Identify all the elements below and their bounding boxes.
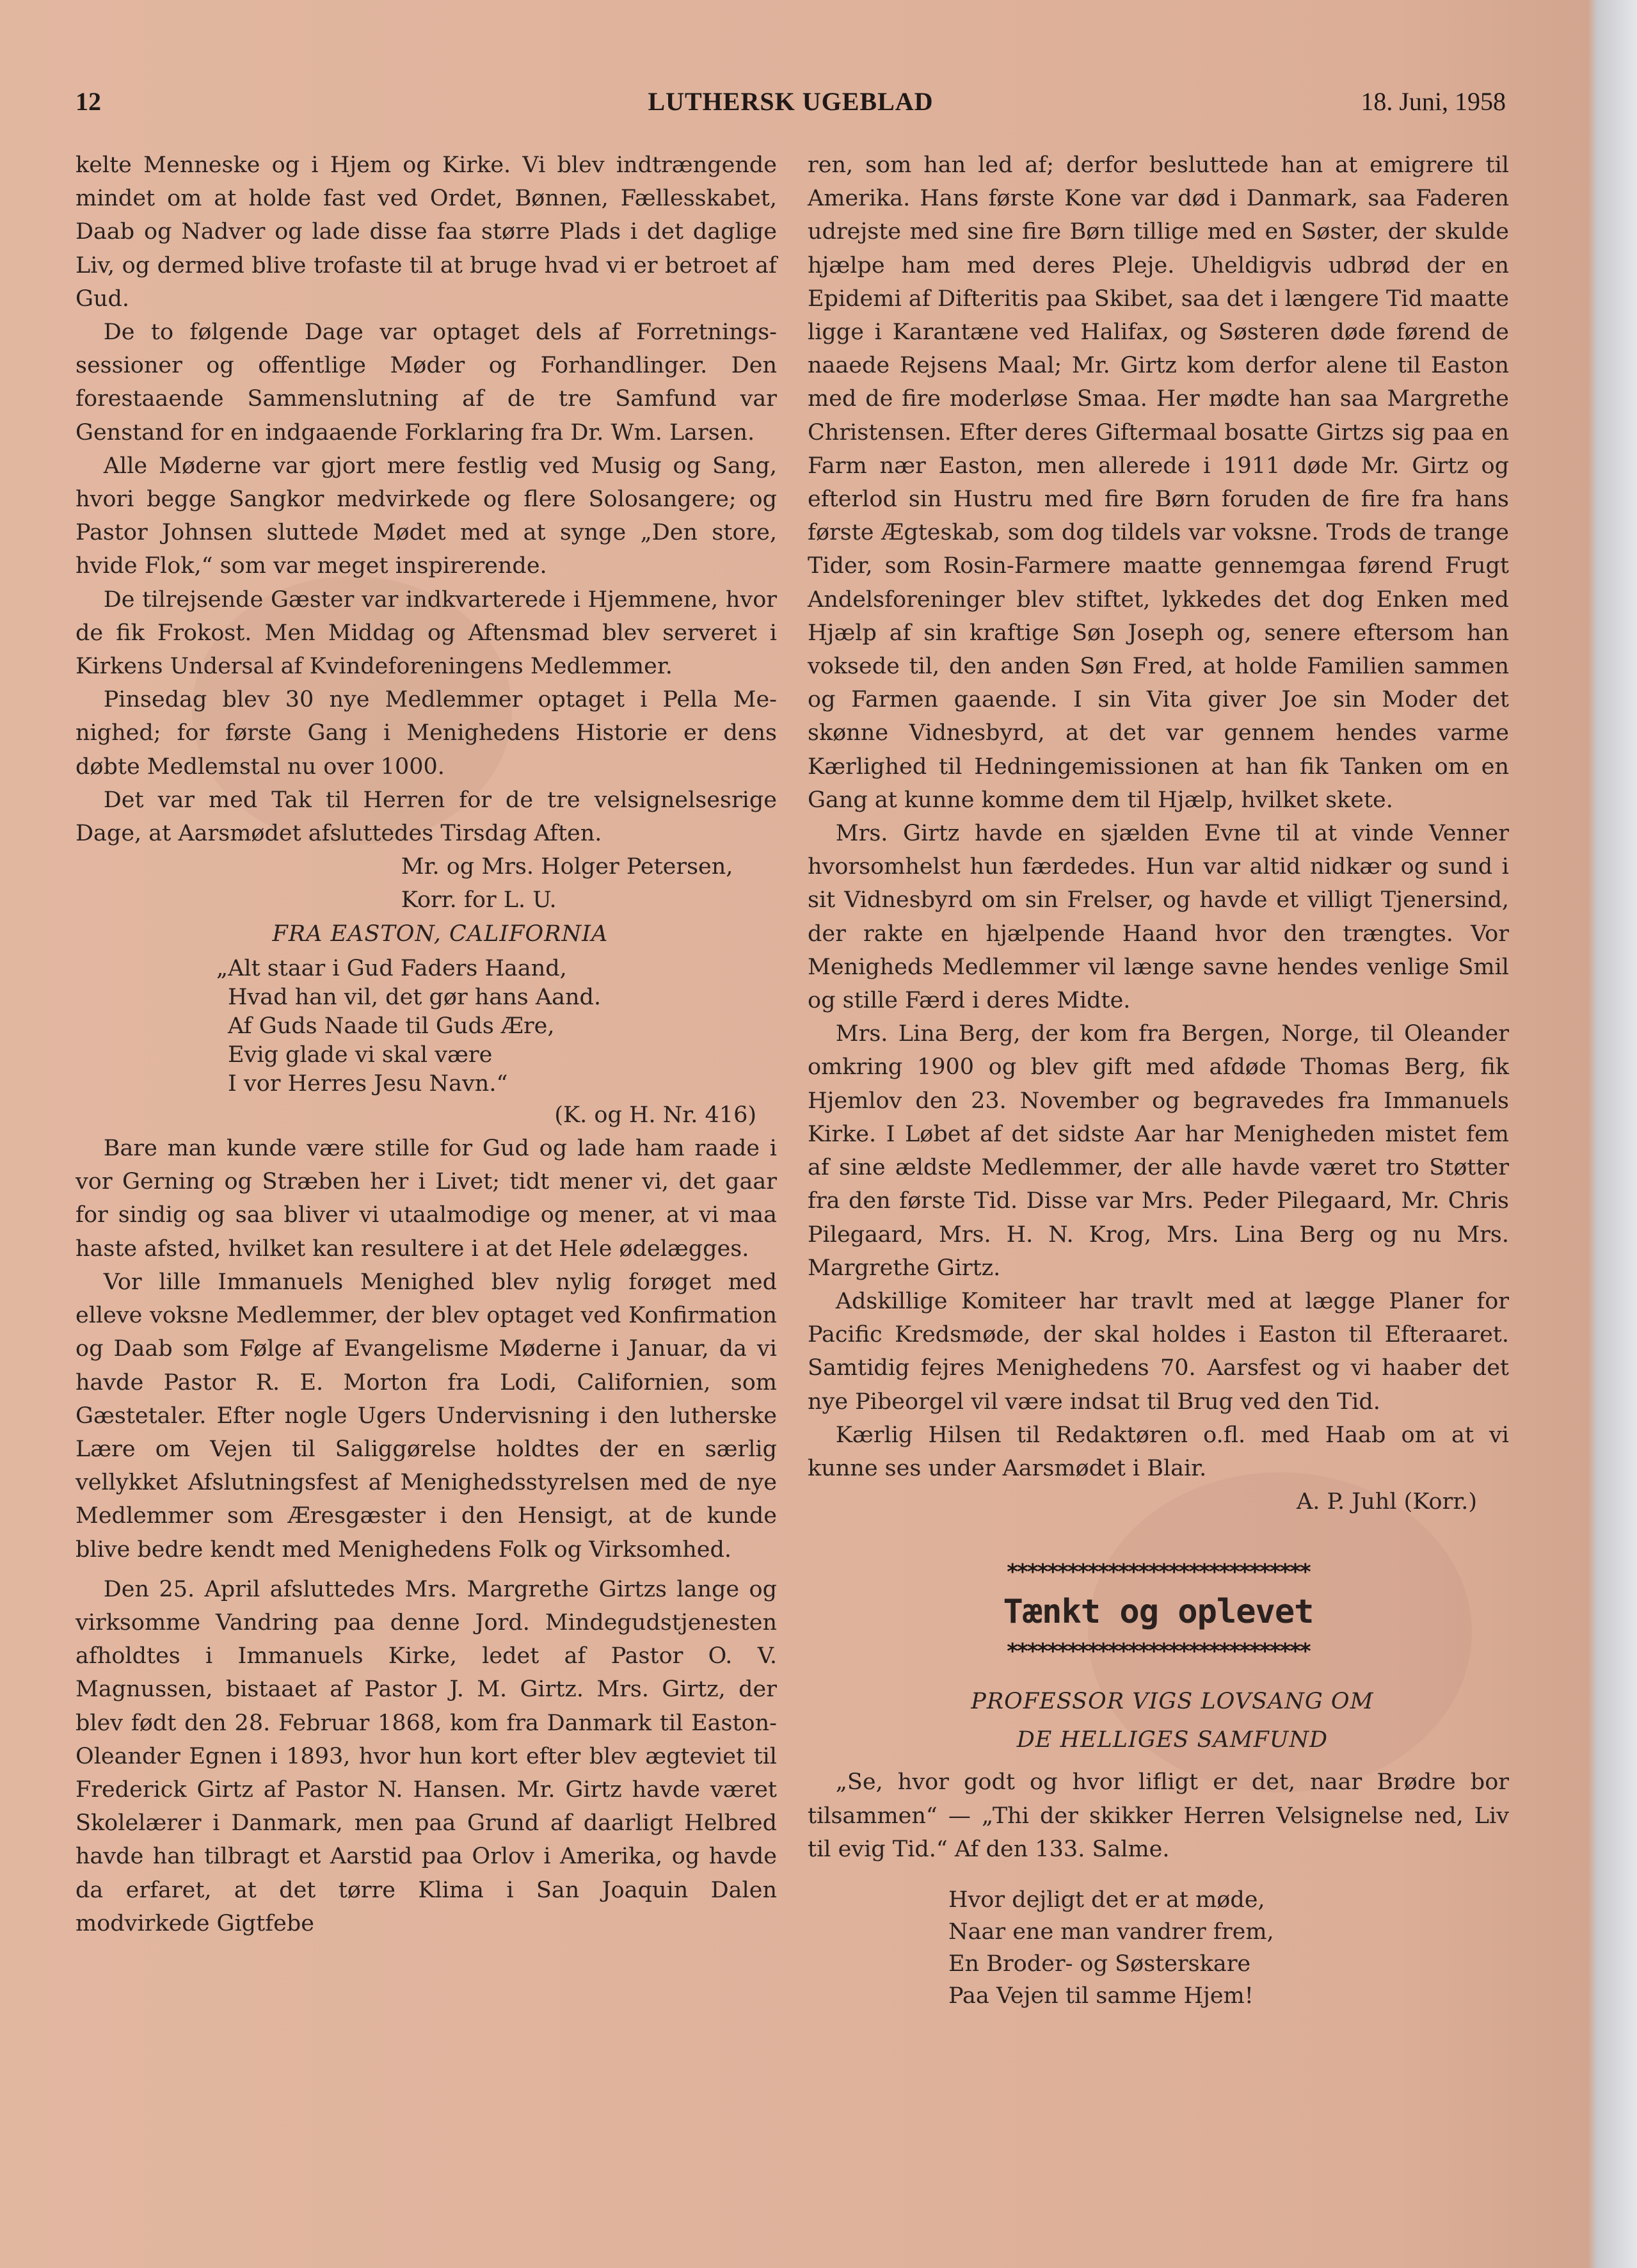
article-paragraph: Alle Møderne var gjort mere festlig ved Musig og Sang, hvori begge Sangkor medvirkede og flere Solosangere; og Pastor Johnsen sluttede Mødet med at synge „Den store, hvide Flok,“ som var meget inspirerende. [76,453,777,579]
article-paragraph: Mrs. Lina Berg, der kom fra Bergen, Norge, til Oleander omkring 1900 og blev gift med afdøde Thomas Berg, fik Hjemlov den 23. November og begravedes fra Immanuels Kirke. I Løbet af det sidste Aar har Menigheden mistet fem af sine ældste Medlemmer, der alle havde været tro Støtter fra den første Tid. Disse var Mrs. Peder Pilegaard, Mr. Chris Pilegaard, Mrs. H. N. Krog, Mrs. Lina Berg og nu Mrs. Margrethe Girtz. [808,1021,1509,1281]
verse-line: Hvor dejligt det er at møde, [948,1886,1265,1913]
stars-divider: ****************************** [1007,1559,1310,1586]
column-title: Tænkt og oplevet [1003,1593,1314,1632]
article-paragraph: ren, som han led af; derfor besluttede han at emigrere til Amerika. Hans første Kone var død i Danmark, saa Faderen udrejste med sine fire Børn tillige med en Søster, der skulde hjælpe ham med deres Pleje. Uheldigvis udbrød der en Epidemi af Difteritis paa Skibet, saa det i længere Tid maatte ligge i Karantæne ved Halifax, og Søsteren døde førend de naaede Rejsens Maal; Mr. Girtz kom derfor alene til Easton med de fire moderløse Smaa. Her mødte han saa Margrethe Christensen. Efter deres Giftermaal bosatte Girtzs sig paa en Farm nær Easton, men allerede i 1911 døde Mr. Girtz og efterlod sin Hustru med fire Børn foruden de fire fra hans første Ægteskab, som dog tildels var voksne. Trods de trange Tider, som Rosin-Farmere maatte gennemgaa førend Frugt Andelsforeninger blev stiftet, lykkedes det dog Enken med Hjælp af sin kraftige Søn Joseph og, senere eftersom han voksede til, den anden Søn Fred, at holde Familien sammen og Farmen gaaende. I sin Vita giver Joe sin Moder det skønne Vidnesbyrd, at det var gennem hendes varme Kærlighed til Hedningemissionen at han fik Tanken om en Gang at kunne komme dem til Hjælp, hvilket skete. [808,152,1509,813]
verse-line: I vor Herres Jesu Navn.“ [228,1070,508,1097]
subheading: PROFESSOR VIGS LOVSANG OM [971,1689,1374,1715]
verse-line: Paa Vejen til samme Hjem! [948,1982,1254,2009]
article-paragraph: Adskillige Komiteer har travlt med at lægge Planer for Pacific Kredsmøde, der skal holdes i Easton til Efteraaret. Samtidig fejres Menighedens 70. Aarsfest og vi haaber det nye Pibeorgel vil være indsat til Brug ved den Tid. [808,1288,1509,1415]
hymn-verse [216,954,777,1098]
poem [948,1884,1509,2012]
subheading: DE HELLIGES SAMFUND [1016,1727,1329,1753]
left-column [76,149,777,1940]
verse-line: En Broder- og Søsterskare [948,1950,1251,1977]
hymn-reference: (K. og H. Nr. 416) [554,1102,756,1128]
verse-line: Af Guds Naade til Guds Ære, [228,1013,555,1039]
publication-title: LUTHERSK UGEBLAD [648,87,934,116]
signature-name: Mr. og Mrs. Holger Petersen, [401,854,733,880]
verse-line: Hvad han vil, det gør hans Aand. [228,984,602,1010]
article-paragraph: Pinsedag blev 30 nye Medlemmer optaget i Pella Menighed; for første Gang i Menighedens Historie er dens døbte Medlemstal nu over 1000. [76,687,777,780]
signature: A. P. Juhl (Korr.) [1297,1489,1477,1515]
article-paragraph: Den 25. April afsluttedes Mrs. Margrethe Girtzs lange og virksomme Vandring paa denne Jord. Mindegudstjenesten afholdtes i Immanuels Kirke, ledet af Pastor O. V. Magnussen, bistaaet af Pastor J. M. Girtz. Mrs. Girtz, der blev født den 28. Februar 1868, kom fra Danmark til Easton-Oleander Egnen i 1893, hvor hun kort efter blev ægteviet til Frederick Girtz af Pastor N. Hansen. Mr. Girtz havde været Skolelærer i Danmark, men paa Grund af daarligt Helbred havde han tilbragt et Aarstid paa Orlov i Amerika, og havde da erfaret, at det tørre Klima i San Joaquin Dalen modvirkede Gigtfebe [76,1576,777,1936]
page-number: 12 [76,87,101,116]
verse-line: „Alt staar i Gud Faders Haand, [216,955,567,981]
article-paragraph: Vor lille Immanuels Menighed blev nylig forøget med elleve voksne Medlemmer, der blev optaget ved Konfirmation og Daab som Følge af Evangelisme Møderne i Januar, da vi havde Pastor R. E. Morton fra Lodi, Californien, som Gæstetaler. Efter nogle Ugers Undervisning i den lutherske Lære om Vejen til Saliggørelse holdtes der en særlig vellykket Afslutningsfest af Menighedsstyrelsen med de nye Medlemmer som Æresgæster i den Hensigt, at de kunde blive bedre kendt med Menighedens Folk og Virksomhed. [76,1269,777,1563]
article-paragraph: De to følgende Dage var optaget dels af Forretningssessioner og offentlige Møder og Forhandlinger. Den forestaaende Sammenslutning af de tre Samfund var Genstand for en indgaaende Forklaring fra Dr. Wm. Larsen. [76,319,777,446]
article-paragraph: Det var med Tak til Herren for de tre velsignelsesrige Dage, at Aarsmødet afsluttedes Tirsdag Aften. [76,787,777,847]
article-paragraph: kelte Menneske og i Hjem og Kirke. Vi blev indtrængende mindet om at holde fast ved Ordet, Bønnen, Fællesskabet, Daab og Nadver og lade disse faa større Plads i det daglige Liv, og dermed blive trofaste til at bruge hvad vi er betroet af Gud. [76,152,777,312]
article-paragraph: Bare man kunde være stille for Gud og lade ham raade i vor Gerning og Stræben her i Livet; tidt mener vi, det gaar for sindig og saa bliver vi utaalmodige og mener, at vi maa haste afsted, hvilket kan resultere i at det Hele ødelægges. [76,1136,777,1262]
verse-line: Naar ene man vandrer frem, [948,1918,1274,1945]
right-column [808,149,1509,2012]
verse-line: Evig glade vi skal være [228,1042,493,1068]
page-header [76,86,1506,125]
signature-role: Korr. for L. U. [401,887,557,913]
section-title: FRA EASTON, CALIFORNIA [272,921,609,947]
stars-divider: ****************************** [1007,1639,1310,1665]
article-paragraph: Kærlig Hilsen til Redaktøren o.fl. med Haab om at vi kunne ses under Aarsmødet i Blair. [808,1422,1509,1481]
issue-date: 18. Juni, 1958 [1361,87,1506,116]
intro-paragraph: „Se, hvor godt og hvor lifligt er det, naar Brødre bor tilsammen“ — „Thi der skikker Herren Velsignelse ned, Liv til evig Tid.“ Af den 133. Salme. [808,1769,1509,1862]
article-paragraph: De tilrejsende Gæster var indkvarterede i Hjemmene, hvor de fik Frokost. Men Middag og Aftensmad blev serveret i Kirkens Undersal af Kvindeforeningens Medlemmer. [76,586,777,680]
article-paragraph: Mrs. Girtz havde en sjælden Evne til at vinde Venner hvorsomhelst hun færdedes. Hun var altid nidkær og sund i sit Vidnesbyrd om sin Frelser, og havde et villigt Tjenersind, der rakte en hjælpende Haand hvor den trængtes. Vor Menigheds Medlemmer vil længe savne hendes venlige Smil og stille Færd i deres Midte. [808,821,1509,1014]
